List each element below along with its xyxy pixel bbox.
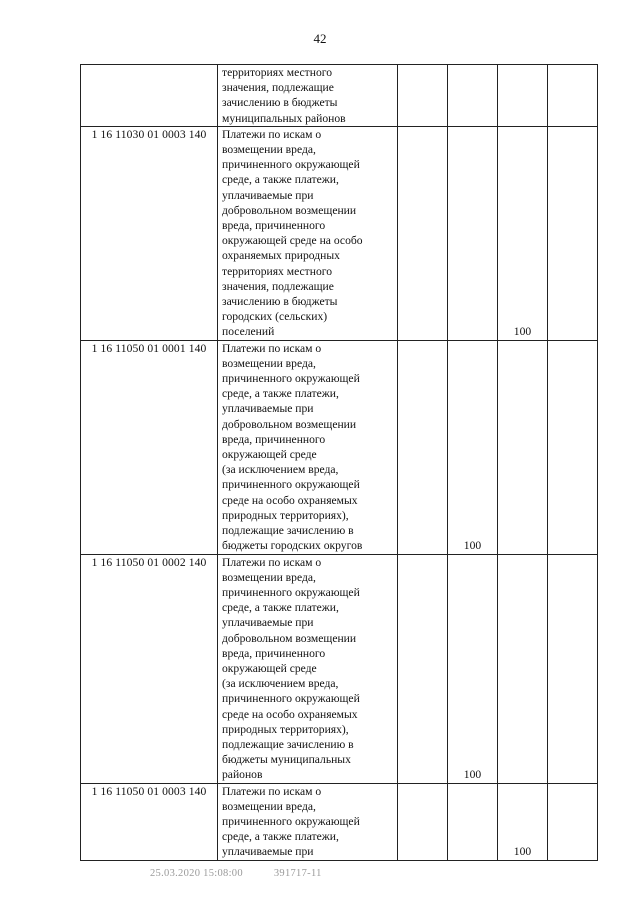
footer-doc-id: 391717-11 xyxy=(273,868,322,879)
revenue-name-line: уплачиваемые при xyxy=(222,188,314,202)
revenue-name-line: среде на особо охраняемых xyxy=(222,707,358,721)
percent-cell-col5 xyxy=(498,340,548,554)
revenue-name-line: вреда, причиненного xyxy=(222,219,326,233)
revenue-name-line: территориях местного xyxy=(222,264,332,278)
revenue-name-line: среде, а также платежи, xyxy=(222,601,339,615)
budget-table-wrapper xyxy=(80,64,597,861)
revenue-name-line: значения, подлежащие xyxy=(222,81,334,95)
revenue-name-line: (за исключением вреда, xyxy=(222,463,339,477)
percent-cell-col3 xyxy=(398,783,448,860)
budget-table xyxy=(80,64,598,861)
percent-cell-col5 xyxy=(498,65,548,127)
revenue-name-line: муниципальных районов xyxy=(222,111,346,125)
revenue-name-cell xyxy=(218,554,398,783)
percent-cell-col5: 100 xyxy=(498,783,548,860)
revenue-name-line: возмещении вреда, xyxy=(222,799,316,813)
revenue-name-line: территориях местного xyxy=(222,66,332,79)
table-row xyxy=(81,783,598,860)
percent-cell-col6 xyxy=(548,783,598,860)
revenue-name-line: зачислению в бюджеты xyxy=(222,96,338,110)
table-body xyxy=(81,65,598,861)
percent-cell-col4: 100 xyxy=(448,340,498,554)
footer-datetime: 25.03.2020 15:08:00 xyxy=(150,868,243,879)
percent-cell-col5 xyxy=(498,554,548,783)
revenue-name-line: причиненного окружающей xyxy=(222,372,360,386)
budget-code-cell: 1 16 11050 01 0001 140 xyxy=(81,340,218,554)
revenue-name-line: среде, а также платежи, xyxy=(222,173,339,187)
revenue-name-cell xyxy=(218,783,398,860)
revenue-name-line: городских (сельских) xyxy=(222,310,328,324)
percent-cell-col4: 100 xyxy=(448,554,498,783)
revenue-name-line: причиненного окружающей xyxy=(222,478,360,492)
revenue-name-line: добровольном возмещении xyxy=(222,417,357,431)
budget-code-cell: 1 16 11050 01 0002 140 xyxy=(81,554,218,783)
page-number: 42 xyxy=(313,31,327,46)
revenue-name-line: природных территориях), xyxy=(222,508,349,522)
revenue-name-line: добровольном возмещении xyxy=(222,203,357,217)
revenue-name-line: (за исключением вреда, xyxy=(222,677,339,691)
table-row xyxy=(81,554,598,783)
revenue-name-line: Платежи по искам о xyxy=(222,555,322,569)
revenue-name-line: добровольном возмещении xyxy=(222,631,357,645)
revenue-name-line: среде, а также платежи, xyxy=(222,387,339,401)
percent-cell-col6 xyxy=(548,340,598,554)
table-row xyxy=(81,65,598,127)
revenue-name-line: окружающей среде на особо xyxy=(222,234,363,248)
table-row xyxy=(81,340,598,554)
revenue-name-line: уплачиваемые при xyxy=(222,402,314,416)
revenue-name-line: бюджеты городских округов xyxy=(222,539,363,553)
revenue-name-line: среде, а также платежи, xyxy=(222,830,339,844)
footer-stamp xyxy=(150,868,350,879)
revenue-name-line: вреда, причиненного xyxy=(222,432,326,446)
percent-cell-col4 xyxy=(448,783,498,860)
percent-cell-col3 xyxy=(398,126,448,340)
percent-cell-col3 xyxy=(398,65,448,127)
revenue-name-line: поселений xyxy=(222,325,275,339)
percent-cell-col3 xyxy=(398,554,448,783)
percent-cell-col4 xyxy=(448,126,498,340)
percent-cell-col4 xyxy=(448,65,498,127)
revenue-name-line: причиненного окружающей xyxy=(222,814,360,828)
revenue-name-line: возмещении вреда, xyxy=(222,570,316,584)
percent-cell-col3 xyxy=(398,340,448,554)
percent-cell-col6 xyxy=(548,65,598,127)
revenue-name-line: бюджеты муниципальных xyxy=(222,753,351,767)
revenue-name-line: районов xyxy=(222,768,263,782)
revenue-name-line: подлежащие зачислению в xyxy=(222,737,354,751)
percent-cell-col6 xyxy=(548,554,598,783)
percent-cell-col6 xyxy=(548,126,598,340)
revenue-name-line: охраняемых природных xyxy=(222,249,340,263)
revenue-name-line: причиненного окружающей xyxy=(222,585,360,599)
revenue-name-line: возмещении вреда, xyxy=(222,356,316,370)
revenue-name-line: зачислению в бюджеты xyxy=(222,295,338,309)
revenue-name-line: Платежи по искам о xyxy=(222,341,322,355)
revenue-name-line: уплачиваемые при xyxy=(222,845,314,859)
revenue-name-line: Платежи по искам о xyxy=(222,784,322,798)
revenue-name-line: Платежи по искам о xyxy=(222,127,322,141)
percent-cell-col5: 100 xyxy=(498,126,548,340)
revenue-name-cell xyxy=(218,65,398,127)
revenue-name-line: подлежащие зачислению в xyxy=(222,524,354,538)
revenue-name-line: окружающей среде xyxy=(222,661,317,675)
revenue-name-line: причиненного окружающей xyxy=(222,692,360,706)
revenue-name-line: среде на особо охраняемых xyxy=(222,493,358,507)
budget-code-cell: 1 16 11030 01 0003 140 xyxy=(81,126,218,340)
revenue-name-line: возмещении вреда, xyxy=(222,143,316,157)
budget-code-cell: 1 16 11050 01 0003 140 xyxy=(81,783,218,860)
revenue-name-line: значения, подлежащие xyxy=(222,279,334,293)
revenue-name-line: вреда, причиненного xyxy=(222,646,326,660)
table-row xyxy=(81,126,598,340)
revenue-name-cell xyxy=(218,126,398,340)
revenue-name-line: окружающей среде xyxy=(222,448,317,462)
revenue-name-line: причиненного окружающей xyxy=(222,158,360,172)
revenue-name-line: уплачиваемые при xyxy=(222,616,314,630)
revenue-name-cell xyxy=(218,340,398,554)
budget-code-cell xyxy=(81,65,218,127)
revenue-name-line: природных территориях), xyxy=(222,722,349,736)
